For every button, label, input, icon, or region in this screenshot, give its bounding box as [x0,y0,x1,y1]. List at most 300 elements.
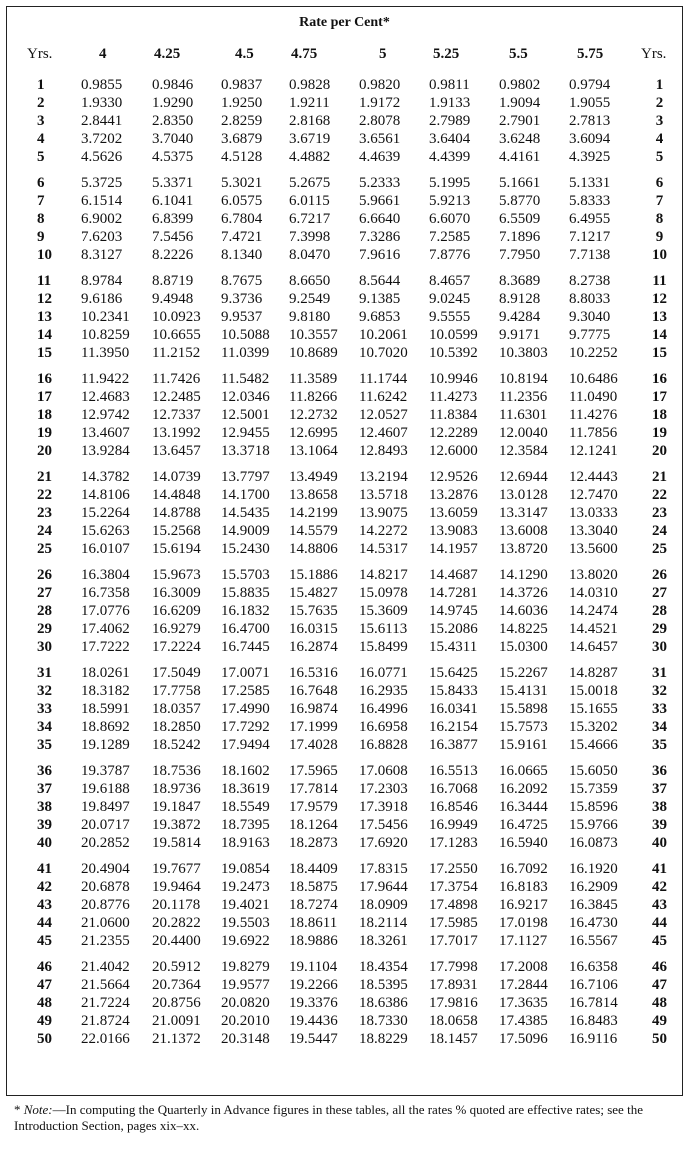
year-cell-right: 43 [652,897,667,913]
value-cell: 6.9002 [81,211,123,227]
value-cell: 13.8658 [289,487,338,503]
value-cell: 7.9616 [359,247,401,263]
value-cell: 19.5447 [289,1031,338,1047]
value-cell: 13.1064 [289,443,338,459]
value-cell: 5.2333 [359,175,401,191]
value-cell: 13.2194 [359,469,408,485]
value-cell: 8.1340 [221,247,263,263]
value-cell: 17.9816 [429,995,478,1011]
value-cell: 12.6944 [499,469,548,485]
year-cell-right: 42 [652,879,667,895]
value-cell: 16.7814 [569,995,618,1011]
table-row [7,700,682,718]
group-spacer [7,656,682,664]
table-row [7,860,682,878]
year-cell-right: 8 [655,211,664,227]
table-row [7,664,682,682]
table-row [7,994,682,1012]
value-cell: 16.2909 [569,879,618,895]
value-cell: 9.9537 [221,309,263,325]
value-cell: 7.4721 [221,229,263,245]
value-cell: 20.8776 [81,897,130,913]
value-cell: 16.3845 [569,897,618,913]
value-cell: 11.0399 [221,345,270,361]
value-cell: 6.7217 [289,211,331,227]
table-row [7,932,682,950]
year-cell-right: 25 [652,541,667,557]
year-cell-left: 41 [37,861,52,877]
value-cell: 2.8168 [289,113,331,129]
year-cell-left: 39 [37,817,52,833]
value-cell: 16.0107 [81,541,130,557]
year-cell-right: 5 [655,149,664,165]
value-cell: 20.6878 [81,879,130,895]
value-cell: 16.6209 [152,603,201,619]
table-row [7,834,682,852]
value-cell: 10.3557 [289,327,338,343]
value-cell: 3.6404 [429,131,471,147]
year-cell-left: 43 [37,897,52,913]
value-cell: 14.8287 [569,665,618,681]
year-cell-left: 6 [37,175,45,191]
value-cell: 20.7364 [152,977,201,993]
value-cell: 18.5242 [152,737,201,753]
value-cell: 11.7426 [152,371,201,387]
value-cell: 16.5513 [429,763,478,779]
year-cell-right: 6 [655,175,664,191]
value-cell: 17.0071 [221,665,270,681]
value-cell: 17.4990 [221,701,270,717]
value-cell: 12.1241 [569,443,618,459]
year-cell-left: 44 [37,915,52,931]
value-cell: 20.0717 [81,817,130,833]
value-cell: 13.0333 [569,505,618,521]
value-cell: 17.2303 [359,781,408,797]
value-cell: 17.3754 [429,879,478,895]
value-cell: 15.2568 [152,523,201,539]
value-cell: 6.6070 [429,211,471,227]
value-cell: 8.8719 [152,273,194,289]
year-cell-right: 49 [652,1013,667,1029]
table-row [7,308,682,326]
value-cell: 17.4385 [499,1013,548,1029]
year-cell-left: 36 [37,763,52,779]
value-cell: 16.5567 [569,933,618,949]
value-cell: 7.7950 [499,247,541,263]
value-cell: 2.8259 [221,113,263,129]
value-cell: 13.8720 [499,541,548,557]
value-cell: 18.7330 [359,1013,408,1029]
value-cell: 14.5435 [221,505,270,521]
table-row [7,976,682,994]
value-cell: 11.8384 [429,407,478,423]
value-cell: 17.1283 [429,835,478,851]
year-cell-left: 2 [37,95,45,111]
year-cell-right: 7 [655,193,664,209]
value-cell: 12.0527 [359,407,408,423]
value-cell: 17.5049 [152,665,201,681]
value-cell: 16.7068 [429,781,478,797]
value-cell: 15.4311 [429,639,478,655]
value-cell: 16.8483 [569,1013,618,1029]
year-cell-left: 34 [37,719,52,735]
year-cell-left: 23 [37,505,52,521]
table-row [7,1030,682,1048]
table-row [7,344,682,362]
value-cell: 16.5940 [499,835,548,851]
value-cell: 18.0261 [81,665,130,681]
value-cell: 9.9171 [499,327,541,343]
year-cell-left: 19 [37,425,52,441]
table-row [7,326,682,344]
value-cell: 21.1372 [152,1031,201,1047]
value-cell: 15.0978 [359,585,408,601]
rate-header: 5.75 [577,45,604,62]
value-cell: 15.0018 [569,683,618,699]
value-cell: 0.9846 [152,77,194,93]
value-cell: 13.5718 [359,487,408,503]
value-cell: 13.3718 [221,443,270,459]
value-cell: 16.8828 [359,737,408,753]
value-cell: 9.6186 [81,291,123,307]
group-spacer-cell [7,656,682,664]
value-cell: 17.8931 [429,977,478,993]
value-cell: 8.6650 [289,273,331,289]
year-cell-right: 36 [652,763,667,779]
table-row [7,762,682,780]
value-cell: 17.3635 [499,995,548,1011]
value-cell: 7.5456 [152,229,194,245]
table-row [7,584,682,602]
year-cell-right: 15 [652,345,667,361]
value-cell: 12.7470 [569,487,618,503]
value-cell: 19.2473 [221,879,270,895]
value-cell: 16.6958 [359,719,408,735]
year-cell-left: 7 [37,193,45,209]
value-cell: 13.9083 [429,523,478,539]
year-cell-right: 38 [652,799,667,815]
group-spacer-cell [7,264,682,272]
year-cell-right: 24 [652,523,667,539]
rate-header: 4.5 [235,45,254,62]
value-cell: 13.8020 [569,567,618,583]
value-cell: 14.6457 [569,639,618,655]
value-cell: 0.9811 [429,77,470,93]
value-cell: 15.6194 [152,541,201,557]
table-row [7,620,682,638]
year-cell-left: 9 [37,229,45,245]
value-cell: 10.6655 [152,327,201,343]
value-cell: 18.9886 [289,933,338,949]
value-cell: 19.9577 [221,977,270,993]
year-cell-right: 3 [655,113,664,129]
value-cell: 17.1999 [289,719,338,735]
value-cell: 10.6486 [569,371,618,387]
rate-title: Rate per Cent* [299,15,390,30]
value-cell: 19.5814 [152,835,201,851]
value-cell: 19.3872 [152,817,201,833]
value-cell: 12.4607 [359,425,408,441]
value-cell: 9.3736 [221,291,263,307]
value-cell: 13.6457 [152,443,201,459]
value-cell: 18.0357 [152,701,201,717]
value-cell: 15.7635 [289,603,338,619]
table-row [7,896,682,914]
value-cell: 2.7813 [569,113,611,129]
year-cell-right: 40 [652,835,667,851]
table-row [7,148,682,166]
year-cell-right: 50 [652,1031,667,1047]
value-cell: 19.0854 [221,861,270,877]
value-cell: 15.8499 [359,639,408,655]
value-cell: 5.2675 [289,175,331,191]
table-row [7,566,682,584]
value-cell: 12.5001 [221,407,270,423]
value-cell: 11.4276 [569,407,618,423]
value-cell: 1.9133 [429,95,471,111]
year-cell-left: 5 [37,149,45,165]
value-cell: 14.0310 [569,585,618,601]
year-cell-left: 40 [37,835,52,851]
table-row [7,174,682,192]
value-cell: 18.8611 [289,915,338,931]
value-cell: 8.4657 [429,273,471,289]
value-cell: 18.2850 [152,719,201,735]
value-cell: 8.7675 [221,273,263,289]
value-cell: 13.6008 [499,523,548,539]
value-cell: 10.5088 [221,327,270,343]
value-cell: 2.7989 [429,113,471,129]
group-spacer-cell [7,950,682,958]
year-cell-right: 4 [655,131,664,147]
value-cell: 14.8217 [359,567,408,583]
year-cell-left: 22 [37,487,52,503]
value-cell: 16.0315 [289,621,338,637]
year-cell-right: 16 [652,371,667,387]
value-cell: 20.1178 [152,897,201,913]
value-cell: 17.7292 [221,719,270,735]
value-cell: 3.7202 [81,131,123,147]
value-cell: 16.2935 [359,683,408,699]
value-cell: 20.3148 [221,1031,270,1047]
footnote-marker: * [14,1102,24,1117]
value-cell: 16.2154 [429,719,478,735]
footnote-label: Note: [23,1102,53,1117]
value-cell: 7.3998 [289,229,331,245]
group-spacer-cell [7,166,682,174]
value-cell: 14.8225 [499,621,548,637]
value-cell: 11.5482 [221,371,270,387]
year-cell-left: 10 [37,247,52,263]
header-row [7,40,682,68]
rate-header: 5.25 [433,45,460,62]
year-cell-right: 1 [655,77,664,93]
value-cell: 7.6203 [81,229,123,245]
table-row [7,816,682,834]
year-cell-right: 20 [652,443,667,459]
value-cell: 8.3127 [81,247,123,263]
year-cell-left: 38 [37,799,52,815]
year-cell-right: 18 [652,407,667,423]
value-cell: 8.2738 [569,273,611,289]
value-cell: 19.1847 [152,799,201,815]
group-spacer [7,950,682,958]
year-cell-right: 31 [652,665,667,681]
value-cell: 11.9422 [81,371,130,387]
value-cell: 17.2585 [221,683,270,699]
value-cell: 0.9855 [81,77,123,93]
value-cell: 17.4028 [289,737,338,753]
value-cell: 7.2585 [429,229,471,245]
value-cell: 15.7573 [499,719,548,735]
value-cell: 2.8350 [152,113,194,129]
table-row [7,780,682,798]
value-cell: 1.9094 [499,95,541,111]
value-cell: 11.6301 [499,407,548,423]
value-cell: 16.9116 [569,1031,618,1047]
value-cell: 6.7804 [221,211,263,227]
year-cell-left: 20 [37,443,52,459]
value-cell: 21.0091 [152,1013,201,1029]
year-cell-right: 48 [652,995,667,1011]
value-cell: 18.8229 [359,1031,408,1047]
value-cell: 17.7998 [429,959,478,975]
value-cell: 16.6358 [569,959,618,975]
value-cell: 15.4131 [499,683,548,699]
table-row [7,486,682,504]
value-cell: 13.4607 [81,425,130,441]
year-cell-right: 30 [652,639,667,655]
group-spacer [7,558,682,566]
value-cell: 10.2341 [81,309,130,325]
value-cell: 15.5703 [221,567,270,583]
value-cell: 16.1920 [569,861,618,877]
value-cell: 4.4161 [499,149,541,165]
value-cell: 8.2226 [152,247,194,263]
table-row [7,958,682,976]
value-cell: 15.8433 [429,683,478,699]
value-cell: 9.3040 [569,309,611,325]
value-cell: 19.1289 [81,737,130,753]
year-cell-right: 23 [652,505,667,521]
value-cell: 14.5317 [359,541,408,557]
value-cell: 6.6640 [359,211,401,227]
table-row [7,406,682,424]
value-cell: 14.3726 [499,585,548,601]
value-cell: 3.6719 [289,131,331,147]
year-cell-left: 17 [37,389,52,405]
value-cell: 19.3787 [81,763,130,779]
footnote [14,1102,682,1134]
value-cell: 17.7814 [289,781,338,797]
year-cell-left: 3 [37,113,45,129]
table-row [7,468,682,486]
year-cell-left: 16 [37,371,52,387]
table-row [7,522,682,540]
value-cell: 10.0599 [429,327,478,343]
value-cell: 15.8835 [221,585,270,601]
value-cell: 17.9579 [289,799,338,815]
value-cell: 15.1886 [289,567,338,583]
value-cell: 13.9075 [359,505,408,521]
value-cell: 16.5316 [289,665,338,681]
value-cell: 7.1217 [569,229,611,245]
value-cell: 10.8194 [499,371,548,387]
value-cell: 19.8497 [81,799,130,815]
value-cell: 21.2355 [81,933,130,949]
value-cell: 20.2822 [152,915,201,931]
value-cell: 5.3725 [81,175,123,191]
rate-table [7,40,682,1048]
value-cell: 13.2876 [429,487,478,503]
year-cell-left: 42 [37,879,52,895]
value-cell: 4.5375 [152,149,194,165]
year-cell-left: 18 [37,407,52,423]
value-cell: 19.8279 [221,959,270,975]
table-row [7,388,682,406]
value-cell: 14.9009 [221,523,270,539]
year-cell-left: 11 [37,273,52,289]
value-cell: 15.6425 [429,665,478,681]
table-row [7,504,682,522]
value-cell: 5.8770 [499,193,541,209]
value-cell: 19.4436 [289,1013,338,1029]
year-cell-right: 14 [652,327,667,343]
value-cell: 13.4949 [289,469,338,485]
group-spacer-cell [7,754,682,762]
value-cell: 9.4948 [152,291,194,307]
value-cell: 10.8689 [289,345,338,361]
group-spacer-cell [7,460,682,468]
year-cell-right: 19 [652,425,667,441]
value-cell: 11.3950 [81,345,130,361]
value-cell: 17.2844 [499,977,548,993]
year-cell-left: 24 [37,523,52,539]
value-cell: 16.4725 [499,817,548,833]
table-row [7,246,682,264]
value-cell: 2.8078 [359,113,401,129]
year-cell-left: 46 [37,959,52,975]
value-cell: 21.0600 [81,915,130,931]
value-cell: 17.5985 [429,915,478,931]
value-cell: 15.8596 [569,799,618,815]
value-cell: 18.5549 [221,799,270,815]
year-cell-right: 17 [652,389,667,405]
year-cell-left: 15 [37,345,52,361]
table-row [7,718,682,736]
value-cell: 12.0040 [499,425,548,441]
year-cell-right: 45 [652,933,667,949]
value-cell: 9.5555 [429,309,471,325]
value-cell: 13.3147 [499,505,548,521]
value-cell: 1.9172 [359,95,401,111]
value-cell: 12.6995 [289,425,338,441]
table-row [7,638,682,656]
value-cell: 19.4021 [221,897,270,913]
value-cell: 20.4400 [152,933,201,949]
year-cell-right: 33 [652,701,667,717]
table-row [7,540,682,558]
value-cell: 21.5664 [81,977,130,993]
value-cell: 16.2092 [499,781,548,797]
value-cell: 8.0470 [289,247,331,263]
value-cell: 12.2732 [289,407,338,423]
value-cell: 10.5392 [429,345,478,361]
value-cell: 3.6094 [569,131,611,147]
footnote-text: —In computing the Quarterly in Advance figures in these tables, all the rates % quoted are effective rates; see the Introduction Section, pages xix–xx. [14,1102,643,1133]
value-cell: 15.1655 [569,701,618,717]
value-cell: 15.5898 [499,701,548,717]
